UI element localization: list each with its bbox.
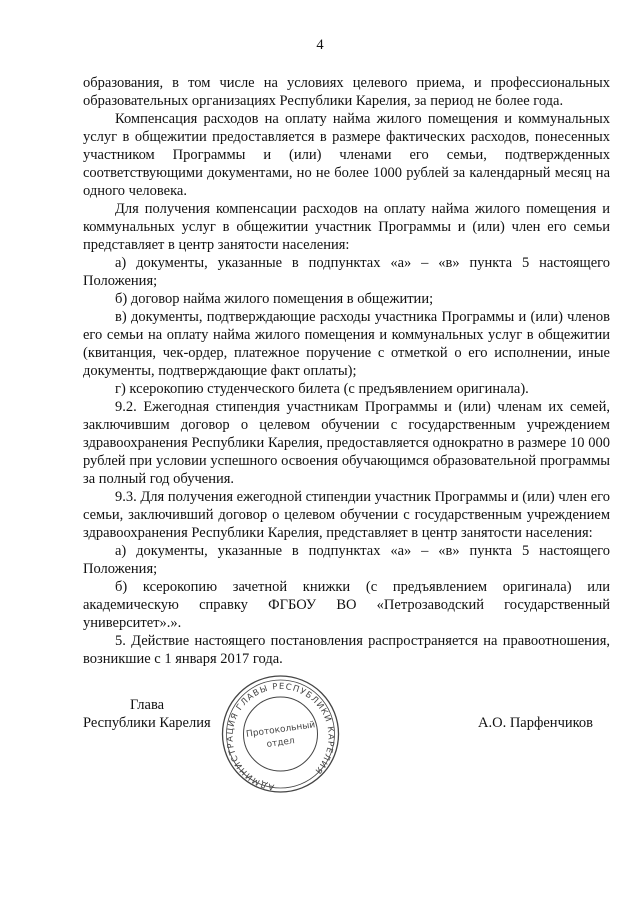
list-item-a: а) документы, указанные в подпунктах «а» – «в» пункта 5 настоящего Положения; bbox=[83, 255, 610, 289]
stamp-center-line2: отдел bbox=[266, 736, 296, 750]
signatory-name: А.О. Парфенчиков bbox=[478, 715, 594, 731]
paragraph-compensation-docs: Для получения компенсации расходов на оплату найма жилого помещения и коммунальных услуг в общежитии участник Программы и (или) член его семьи представляет в центр занятости населения: bbox=[83, 201, 610, 253]
paragraph-5: 5. Действие настоящего постановления распространяется на правоотношения, возникшие с 1 января 2017 года. bbox=[83, 633, 610, 667]
document-body bbox=[83, 74, 610, 668]
list-item-b-2: б) ксерокопию зачетной книжки (с предъявлением оригинала) или академическую справку ФГБОУ ВО «Петрозаводский государственный университет».». bbox=[83, 579, 610, 631]
signature-title-line1: Глава bbox=[130, 697, 165, 713]
signature-title-line2: Республики Карелия bbox=[83, 715, 211, 731]
page-number: 4 bbox=[316, 37, 324, 53]
list-item-g: г) ксерокопию студенческого билета (с предъявлением оригинала). bbox=[115, 381, 529, 397]
list-item-v: в) документы, подтверждающие расходы участника Программы и (или) членов его семьи на оплату найма жилого помещения и коммунальных услуг в общежитии (квитанция, чек-ордер, платежное поручение с отметкой о его исполнении, иные документы, подтверждающие факт оплаты); bbox=[83, 309, 610, 379]
paragraph-continuation: образования, в том числе на условиях целевого приема, и профессиональных образовательных организациях Республики Карелия, за период не более года. bbox=[83, 75, 610, 109]
stamp-center-line1: Протокольный bbox=[245, 720, 316, 740]
list-item-b: б) договор найма жилого помещения в общежитии; bbox=[115, 291, 434, 307]
paragraph-9-2: 9.2. Ежегодная стипендия участникам Программы и (или) членам их семей, заключившим договор о целевом обучении с государственным учреждением здравоохранения Республики Карелия, предоставляется однократно в размере 10 000 рублей при условии успешного освоения обучающимся образовательной программы за полный год обучения. bbox=[83, 399, 610, 487]
list-item-a-2: а) документы, указанные в подпунктах «а» – «в» пункта 5 настоящего Положения; bbox=[83, 543, 610, 577]
stamp-ring-text: АДМИНИСТРАЦИЯ ГЛАВЫ РЕСПУБЛИКИ КАРЕЛИЯ bbox=[224, 680, 337, 793]
official-stamp bbox=[213, 672, 348, 797]
paragraph-9-3: 9.3. Для получения ежегодной стипендии участник Программы и (или) член его семьи, заключивший договор о целевом обучении с государственным учреждением здравоохранения Республики Карелия, представляет в центр занятости населения: bbox=[83, 489, 610, 541]
paragraph-compensation: Компенсация расходов на оплату найма жилого помещения и коммунальных услуг в общежитии предоставляется в размере фактических расходов, понесенных участником Программы и (или) членами его семьи, подтвержденных соответствующими документами, но не более 1000 рублей за календарный месяц на одного человека. bbox=[83, 111, 610, 199]
